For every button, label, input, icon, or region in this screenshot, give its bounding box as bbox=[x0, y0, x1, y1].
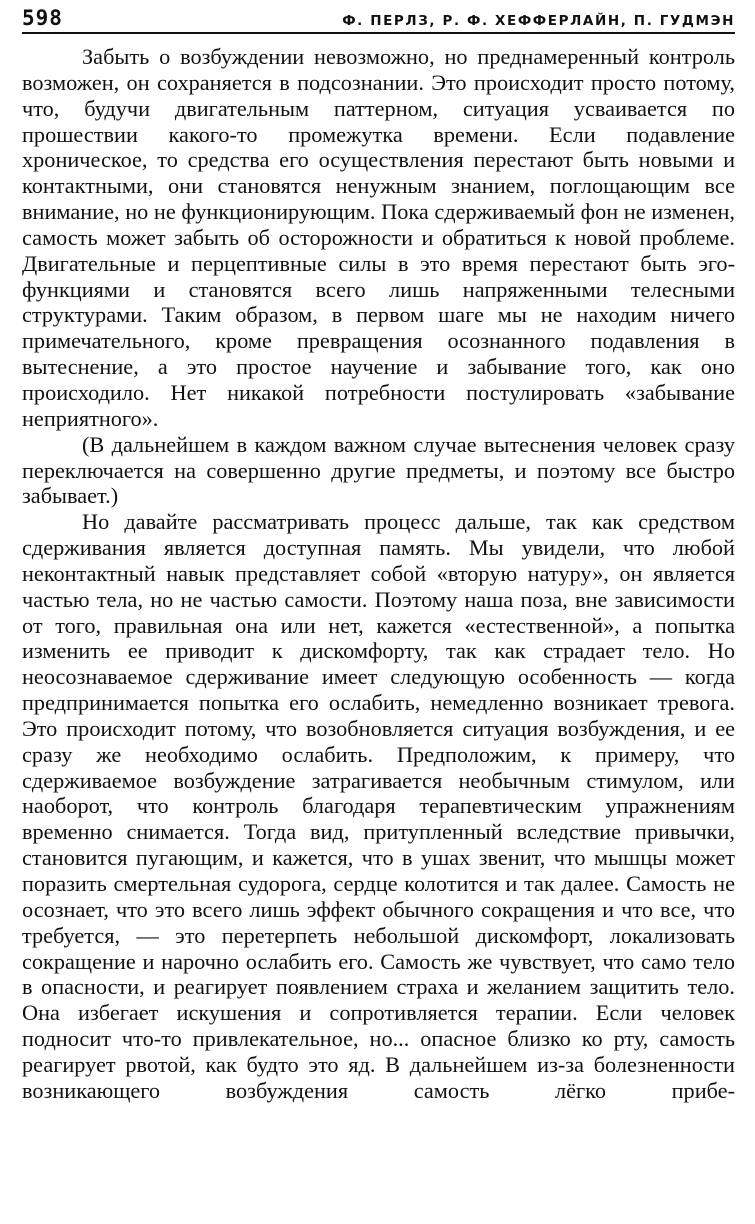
running-head: Ф. ПЕРЛЗ, Р. Ф. ХЕФФЕРЛАЙН, П. ГУДМЭН bbox=[342, 13, 735, 29]
page-number: 598 bbox=[22, 6, 63, 30]
paragraph: Но давайте рассматривать процесс дальше, так как средством сдерживания является доступная память. Мы увидели, что любой неконтактный навык представляет собой «вторую натуру», он является частью тела, но не частью самости. Поэтому наша поза, вне зависимости от того, правильная она или нет, кажется «естественной», а попытка изменить ее приводит к дискомфорту, так как страдает тело. Но неосознаваемое сдерживание имеет следующую особенность — когда предпринимается попытка его ослабить, немедленно возникает тревога. Это происходит потому, что возобновляется ситуация возбуждения, и ее сразу же необходимо ослабить. Предположим, к примеру, что сдерживаемое возбуждение затрагивается необычным стимулом, или наоборот, что контроль благодаря терапевтическим упражнениям временно снимается. Тогда вид, притупленный вследствие привычки, становится пугающим, и кажется, что в ушах звенит, что мышцы может поразить смертельная судорога, сердце колотится и так далее. Самость не осознает, что это всего лишь эффект обычного сокращения и что все, что требуется, — это перетерпеть небольшой дискомфорт, локализовать сокращение и нарочно ослабить его. Самость же чувствует, что само тело в опасности, и реагирует появлением страха и желанием защитить тело. Она избегает искушения и сопротивляется терапии. Если человек подносит что-то привлекательное, но... опасное близко ко рту, самость реагирует рвотой, как будто это яд. В дальнейшем из-за болезненности возникающего возбуждения самость лёгко прибе- bbox=[22, 509, 735, 1103]
paragraph: (В дальнейшем в каждом важном случае вытеснения человек сразу переключается на совершенно другие предметы, и поэтому все быстро забывает.) bbox=[22, 431, 735, 509]
page-header bbox=[22, 6, 735, 34]
paragraph: Забыть о возбуждении невозможно, но преднамеренный контроль возможен, он сохраняется в подсознании. Это происходит просто потому, что, будучи двигательным паттерном, ситуация усваивается по прошествии какого-то промежутка времени. Если подавление хроническое, то средства его осуществления перестают быть новыми и контактными, они становятся ненужным знанием, поглощающим все внимание, но не функционирующим. Пока сдерживаемый фон не изменен, самость может забыть об осторожности и обратиться к новой проблеме. Двигательные и перцептивные силы в это время перестают быть эго-функциями и становятся всего лишь напряженными телесными структурами. Таким образом, в первом шаге мы не находим ничего примечательного, кроме превращения осознанного подавления в вытеснение, а это простое научение и забывание того, как оно происходило. Нет никакой потребности постулировать «забывание неприятного». bbox=[22, 44, 735, 431]
body-text bbox=[22, 44, 735, 1104]
book-page bbox=[22, 6, 735, 1104]
